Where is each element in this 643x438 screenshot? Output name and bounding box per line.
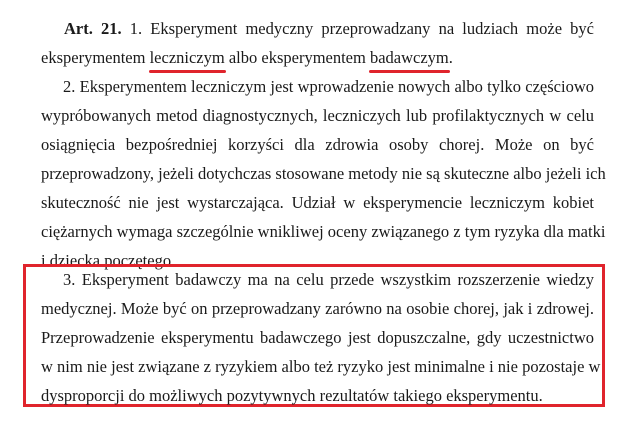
article-label: Art. 21. bbox=[64, 19, 122, 38]
paragraph-3-line-2: medycznej. Może być on przeprowadzany zarówno na osobie chorej, jak i zdrowej. bbox=[41, 299, 594, 318]
underlined-term-leczniczym: leczniczym bbox=[150, 48, 225, 68]
paragraph-2-line-3: osiągnięcia bezpośredniej korzyści dla zdrowia osoby chorej. Może on być bbox=[41, 135, 594, 154]
paragraph-2-line-6: ciężarnych wymaga szczególnie wnikliwej oceny związanego z tym ryzyka dla matki bbox=[41, 222, 606, 241]
red-underline bbox=[149, 70, 226, 73]
paragraph-1-line-1 bbox=[64, 19, 594, 39]
paragraph-2-line-2: wypróbowanych metod diagnostycznych, leczniczych lub profilaktycznych w celu bbox=[41, 106, 594, 125]
paragraph-2-line-7: i dziecka poczętego. bbox=[41, 251, 176, 270]
underlined-term-badawczym: badawczym bbox=[370, 48, 449, 68]
paragraph-1-text: 1. Eksperyment medyczny przeprowadzany na ludziach może być bbox=[121, 19, 595, 38]
paragraph-3-line-5: dysproporcji do możliwych pozytywnych rezultatów takiego eksperymentu. bbox=[41, 386, 543, 405]
paragraph-3-line-4: w nim nie jest związane z ryzykiem albo też ryzyko jest minimalne i nie pozostaje w bbox=[41, 357, 601, 376]
paragraph-2-line-1: 2. Eksperymentem leczniczym jest wprowadzenie nowych albo tylko częściowo bbox=[63, 77, 594, 96]
paragraph-3-line-1: 3. Eksperyment badawczy ma na celu przede wszystkim rozszerzenie wiedzy bbox=[63, 270, 594, 289]
paragraph-2-line-5: skuteczność nie jest wystarczająca. Udział w eksperymencie leczniczym kobiet bbox=[41, 193, 594, 212]
paragraph-3-line-3: Przeprowadzenie eksperymentu badawczego jest dopuszczalne, gdy uczestnictwo bbox=[41, 328, 594, 347]
paragraph-1-line-2: eksperymentem leczniczym albo eksperymentem badawczym . bbox=[41, 48, 453, 68]
red-underline bbox=[369, 70, 450, 73]
paragraph-2-line-4: przeprowadzony, jeżeli dotychczas stosowane metody nie są skuteczne albo jeżeli ich bbox=[41, 164, 606, 183]
